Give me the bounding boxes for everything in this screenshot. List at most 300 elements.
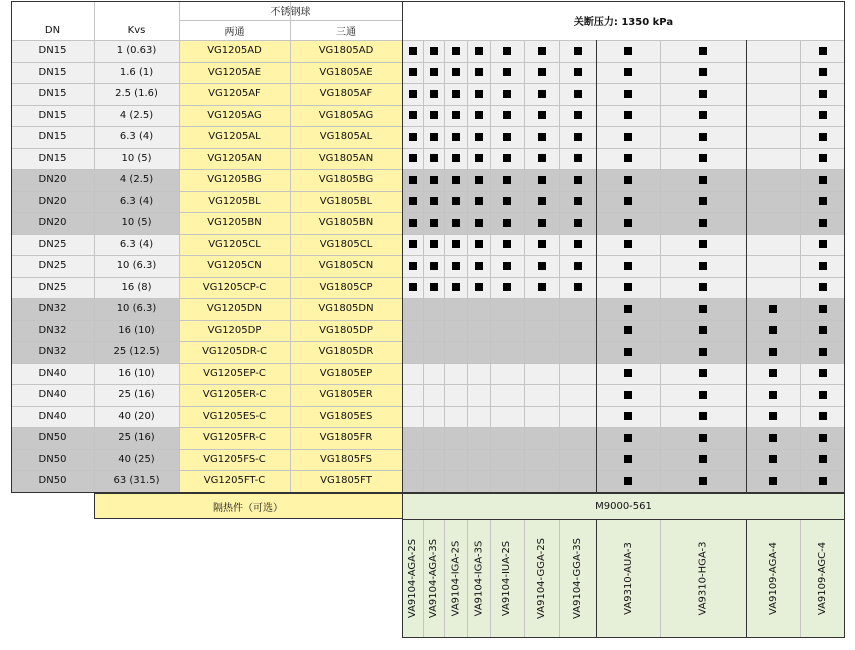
actuator-label-text: VA9109-AGA-4 xyxy=(767,542,779,615)
compat-mark xyxy=(503,68,511,76)
compat-mark xyxy=(452,262,460,270)
compat-mark xyxy=(538,68,546,76)
compat-mark xyxy=(769,348,777,356)
cell-three-way-valve: VG1805FR xyxy=(319,432,373,444)
cell-dn: DN50 xyxy=(38,432,67,444)
grid-line xyxy=(490,519,491,638)
compat-mark xyxy=(819,68,827,76)
compat-mark xyxy=(430,262,438,270)
grid-line xyxy=(490,40,491,492)
grid-line xyxy=(746,40,747,492)
compat-mark xyxy=(452,197,460,205)
compat-mark xyxy=(624,305,632,313)
compat-mark xyxy=(503,240,511,248)
compat-mark xyxy=(475,240,483,248)
compat-mark xyxy=(699,240,707,248)
cell-dn: DN25 xyxy=(38,281,67,293)
compat-mark xyxy=(452,90,460,98)
cell-two-way-valve: VG1205BG xyxy=(207,174,262,186)
cell-two-way-valve: VG1205DR-C xyxy=(202,346,267,358)
compat-mark xyxy=(452,133,460,141)
grid-line xyxy=(11,277,845,278)
cell-three-way-valve: VG1805BG xyxy=(318,174,374,186)
grid-line xyxy=(660,40,661,492)
cell-dn: DN32 xyxy=(38,346,67,358)
compat-mark xyxy=(769,434,777,442)
compat-mark xyxy=(624,369,632,377)
cell-kvs: 1 (0.63) xyxy=(116,45,157,57)
compat-mark xyxy=(624,262,632,270)
compat-mark xyxy=(699,68,707,76)
compat-mark xyxy=(409,197,417,205)
compat-mark xyxy=(475,68,483,76)
compat-mark xyxy=(574,68,582,76)
cell-three-way-valve: VG1805DN xyxy=(318,303,374,315)
compat-mark xyxy=(452,68,460,76)
grid-line xyxy=(444,519,445,638)
compat-mark xyxy=(409,176,417,184)
compat-mark xyxy=(574,90,582,98)
compat-mark xyxy=(624,326,632,334)
grid-line xyxy=(596,40,597,492)
compat-mark xyxy=(699,262,707,270)
compat-mark xyxy=(503,154,511,162)
cell-dn: DN15 xyxy=(38,152,67,164)
cell-dn: DN40 xyxy=(38,389,67,401)
compat-mark xyxy=(538,219,546,227)
grid-line xyxy=(94,493,845,494)
grid-line xyxy=(559,519,560,638)
compat-mark xyxy=(475,90,483,98)
cell-two-way-valve: VG1205BN xyxy=(207,217,262,229)
compat-mark xyxy=(699,305,707,313)
cell-three-way-valve: VG1805ES xyxy=(319,410,373,422)
compat-mark xyxy=(430,219,438,227)
grid-line xyxy=(11,363,845,364)
compat-mark xyxy=(769,391,777,399)
grid-line xyxy=(11,449,845,450)
compat-mark xyxy=(819,262,827,270)
compat-mark xyxy=(769,326,777,334)
compat-mark xyxy=(574,47,582,55)
actuator-label xyxy=(444,519,467,638)
compat-mark xyxy=(819,412,827,420)
cell-two-way-valve: VG1205AE xyxy=(207,66,262,78)
compat-mark xyxy=(452,47,460,55)
cell-three-way-valve: VG1805AG xyxy=(318,109,374,121)
grid-line xyxy=(11,105,845,106)
compat-mark xyxy=(574,262,582,270)
cell-three-way-valve: VG1805BL xyxy=(319,195,373,207)
cell-three-way-valve: VG1805FS xyxy=(320,453,372,465)
compat-mark xyxy=(819,348,827,356)
compat-mark xyxy=(819,240,827,248)
cell-kvs: 6.3 (4) xyxy=(119,131,154,143)
compat-mark xyxy=(624,455,632,463)
cell-two-way-valve: VG1205ES-C xyxy=(202,410,267,422)
cell-three-way-valve: VG1805DR xyxy=(318,346,374,358)
compat-mark xyxy=(699,326,707,334)
cell-kvs: 10 (5) xyxy=(121,217,152,229)
grid-line xyxy=(800,519,801,638)
grid-line xyxy=(179,1,180,492)
cell-kvs: 2.5 (1.6) xyxy=(115,88,158,100)
compat-mark xyxy=(574,133,582,141)
cell-dn: DN20 xyxy=(38,217,67,229)
compat-mark xyxy=(574,197,582,205)
actuator-label-text: VA9104-IGA-2S xyxy=(450,540,461,617)
compat-mark xyxy=(574,176,582,184)
grid-line xyxy=(290,20,291,492)
cell-dn: DN50 xyxy=(38,453,67,465)
compat-mark xyxy=(769,305,777,313)
cell-dn: DN15 xyxy=(38,109,67,121)
compat-mark xyxy=(409,90,417,98)
compat-mark xyxy=(503,197,511,205)
cell-two-way-valve: VG1205BL xyxy=(208,195,261,207)
cell-dn: DN32 xyxy=(38,303,67,315)
compat-mark xyxy=(452,111,460,119)
footer-linkage: M9000-561 xyxy=(595,500,652,512)
actuator-label xyxy=(402,519,423,638)
compat-mark xyxy=(699,434,707,442)
actuator-label xyxy=(559,519,596,638)
grid-line xyxy=(11,62,845,63)
compat-mark xyxy=(409,283,417,291)
cell-three-way-valve: VG1805EP xyxy=(319,367,373,379)
grid-line xyxy=(524,40,525,492)
compat-mark xyxy=(699,412,707,420)
compat-mark xyxy=(819,305,827,313)
grid-line xyxy=(559,40,560,492)
actuator-label-text: VA9104-IGA-3S xyxy=(473,540,484,617)
compat-mark xyxy=(409,47,417,55)
compat-mark xyxy=(624,47,632,55)
compat-mark xyxy=(475,133,483,141)
compat-mark xyxy=(538,240,546,248)
grid-line xyxy=(524,519,525,638)
actuator-label xyxy=(467,519,490,638)
cell-kvs: 6.3 (4) xyxy=(119,195,154,207)
grid-line xyxy=(746,519,747,638)
compat-mark xyxy=(475,262,483,270)
compat-mark xyxy=(409,111,417,119)
compat-mark xyxy=(503,90,511,98)
cell-dn: DN40 xyxy=(38,410,67,422)
grid-line xyxy=(94,1,95,492)
compat-mark xyxy=(430,154,438,162)
compat-mark xyxy=(819,133,827,141)
cell-two-way-valve: VG1205CP-C xyxy=(202,281,267,293)
compat-mark xyxy=(409,219,417,227)
compat-mark xyxy=(624,133,632,141)
compat-mark xyxy=(699,455,707,463)
grid-line xyxy=(660,519,661,638)
grid-line xyxy=(11,148,845,149)
cell-two-way-valve: VG1205FR-C xyxy=(203,432,266,444)
cell-two-way-valve: VG1205CN xyxy=(207,260,262,272)
header-kvs: Kvs xyxy=(127,24,146,36)
compat-mark xyxy=(699,90,707,98)
compat-mark xyxy=(624,391,632,399)
compat-mark xyxy=(503,47,511,55)
compat-mark xyxy=(624,176,632,184)
cell-dn: DN32 xyxy=(38,324,67,336)
compat-mark xyxy=(430,68,438,76)
cell-dn: DN15 xyxy=(38,88,67,100)
cell-dn: DN15 xyxy=(38,131,67,143)
compat-mark xyxy=(699,477,707,485)
compat-mark xyxy=(699,197,707,205)
grid-line xyxy=(11,255,845,256)
compat-mark xyxy=(819,111,827,119)
compat-mark xyxy=(624,283,632,291)
compat-mark xyxy=(769,477,777,485)
compat-mark xyxy=(430,283,438,291)
compat-mark xyxy=(574,111,582,119)
cell-two-way-valve: VG1205DP xyxy=(207,324,262,336)
grid-line xyxy=(423,519,424,638)
compat-mark xyxy=(819,47,827,55)
compat-mark xyxy=(769,455,777,463)
compat-mark xyxy=(624,154,632,162)
compat-mark xyxy=(624,348,632,356)
cell-three-way-valve: VG1805AE xyxy=(319,66,373,78)
cell-kvs: 63 (31.5) xyxy=(113,475,160,487)
cell-kvs: 16 (10) xyxy=(118,324,155,336)
cell-dn: DN15 xyxy=(38,45,67,57)
grid-line xyxy=(11,470,845,471)
compat-mark xyxy=(538,90,546,98)
cell-dn: DN50 xyxy=(38,475,67,487)
actuator-label-text: VA9104-AGA-2S xyxy=(407,538,419,619)
compat-mark xyxy=(452,154,460,162)
cell-kvs: 10 (6.3) xyxy=(116,303,157,315)
compat-mark xyxy=(452,219,460,227)
compat-mark xyxy=(409,133,417,141)
compat-mark xyxy=(699,391,707,399)
compat-mark xyxy=(624,197,632,205)
grid-line xyxy=(11,427,845,428)
cell-kvs: 10 (6.3) xyxy=(116,260,157,272)
cell-three-way-valve: VG1805CL xyxy=(319,238,373,250)
compat-mark xyxy=(819,434,827,442)
cell-three-way-valve: VG1805ER xyxy=(319,389,373,401)
footer-insulation: 隔热件（可选） xyxy=(213,502,283,514)
cell-two-way-valve: VG1205EP-C xyxy=(203,367,266,379)
compat-mark xyxy=(819,391,827,399)
compat-mark xyxy=(503,176,511,184)
grid-line xyxy=(94,493,95,519)
compat-mark xyxy=(409,240,417,248)
compat-mark xyxy=(699,369,707,377)
grid-line xyxy=(467,40,468,492)
actuator-label-text: VA9104-GGA-3S xyxy=(572,538,583,619)
compat-mark xyxy=(699,176,707,184)
cell-three-way-valve: VG1805AD xyxy=(318,45,374,57)
compat-mark xyxy=(624,240,632,248)
compat-mark xyxy=(452,176,460,184)
compat-mark xyxy=(769,369,777,377)
cell-kvs: 6.3 (4) xyxy=(119,238,154,250)
compat-mark xyxy=(430,90,438,98)
grid-line xyxy=(11,298,845,299)
cell-kvs: 40 (20) xyxy=(118,410,155,422)
compat-mark xyxy=(574,240,582,248)
cell-three-way-valve: VG1805DP xyxy=(319,324,373,336)
compat-mark xyxy=(538,111,546,119)
compat-mark xyxy=(819,197,827,205)
compat-mark xyxy=(769,412,777,420)
compat-mark xyxy=(430,176,438,184)
compat-mark xyxy=(574,219,582,227)
compat-mark xyxy=(699,219,707,227)
compat-mark xyxy=(503,219,511,227)
compat-mark xyxy=(538,283,546,291)
cell-dn: DN20 xyxy=(38,174,67,186)
compat-mark xyxy=(409,154,417,162)
actuator-label-text: VA9104-GGA-2S xyxy=(536,538,547,619)
compat-mark xyxy=(624,477,632,485)
cell-dn: DN15 xyxy=(38,66,67,78)
compat-mark xyxy=(624,219,632,227)
grid-line xyxy=(11,341,845,342)
compat-mark xyxy=(475,197,483,205)
actuator-label xyxy=(596,519,660,638)
cell-kvs: 25 (16) xyxy=(118,389,155,401)
compat-mark xyxy=(430,197,438,205)
grid-line xyxy=(423,40,424,492)
compat-mark xyxy=(624,111,632,119)
cell-three-way-valve: VG1805AL xyxy=(319,131,373,143)
compat-mark xyxy=(503,262,511,270)
compat-mark xyxy=(819,477,827,485)
header-stainless-ball: 不锈钢球 xyxy=(270,7,311,18)
cell-two-way-valve: VG1205AG xyxy=(207,109,262,121)
grid-line xyxy=(11,212,845,213)
compat-mark xyxy=(475,219,483,227)
cell-two-way-valve: VG1205FT-C xyxy=(203,475,266,487)
actuator-label xyxy=(660,519,746,638)
grid-line xyxy=(11,384,845,385)
cell-kvs: 4 (2.5) xyxy=(119,109,154,121)
compat-mark xyxy=(538,47,546,55)
cell-kvs: 1.6 (1) xyxy=(119,66,154,78)
compat-mark xyxy=(624,412,632,420)
header-two-way: 两通 xyxy=(224,26,245,38)
compat-mark xyxy=(819,283,827,291)
compat-mark xyxy=(699,348,707,356)
compat-mark xyxy=(430,47,438,55)
compat-mark xyxy=(538,133,546,141)
compat-mark xyxy=(699,283,707,291)
actuator-label-text: VA9310-HGA-3 xyxy=(697,541,709,616)
cell-kvs: 4 (2.5) xyxy=(119,174,154,186)
cell-three-way-valve: VG1805AN xyxy=(318,152,374,164)
compat-mark xyxy=(452,283,460,291)
grid-line xyxy=(11,234,845,235)
cell-two-way-valve: VG1205DN xyxy=(206,303,263,315)
compat-mark xyxy=(699,133,707,141)
compat-mark xyxy=(699,47,707,55)
actuator-label-text: VA9104-IUA-2S xyxy=(501,540,513,617)
grid-line xyxy=(11,320,845,321)
actuator-label-text: VA9104-AGA-3S xyxy=(428,538,440,619)
cell-three-way-valve: VG1805CP xyxy=(319,281,373,293)
cell-three-way-valve: VG1805CN xyxy=(318,260,374,272)
compat-mark xyxy=(699,111,707,119)
compat-mark xyxy=(538,197,546,205)
cell-three-way-valve: VG1805AF xyxy=(319,88,373,100)
grid-line xyxy=(402,519,845,520)
compat-mark xyxy=(574,283,582,291)
compat-mark xyxy=(538,176,546,184)
header-dn: DN xyxy=(44,24,61,36)
compat-mark xyxy=(624,434,632,442)
grid-line xyxy=(596,519,597,638)
compat-mark xyxy=(503,283,511,291)
compat-mark xyxy=(409,68,417,76)
compat-mark xyxy=(819,455,827,463)
grid-line xyxy=(11,40,845,41)
compat-mark xyxy=(819,326,827,334)
compat-mark xyxy=(574,154,582,162)
cell-kvs: 16 (10) xyxy=(118,367,155,379)
compat-mark xyxy=(624,68,632,76)
compat-mark xyxy=(409,262,417,270)
cell-dn: DN25 xyxy=(38,260,67,272)
compat-mark xyxy=(819,369,827,377)
compat-mark xyxy=(624,90,632,98)
cell-kvs: 25 (16) xyxy=(118,432,155,444)
compat-mark xyxy=(819,154,827,162)
cell-two-way-valve: VG1205AF xyxy=(208,88,261,100)
compat-mark xyxy=(475,283,483,291)
compat-mark xyxy=(475,154,483,162)
compat-mark xyxy=(475,111,483,119)
cell-two-way-valve: VG1205AN xyxy=(207,152,262,164)
compat-mark xyxy=(503,133,511,141)
compat-mark xyxy=(430,133,438,141)
cell-three-way-valve: VG1805BN xyxy=(318,217,374,229)
compat-mark xyxy=(699,154,707,162)
header-shutoff-pressure: 关断压力: 1350 kPa xyxy=(573,17,674,28)
grid-line xyxy=(467,519,468,638)
cell-two-way-valve: VG1205AD xyxy=(207,45,262,57)
grid-line xyxy=(11,191,845,192)
cell-three-way-valve: VG1805FT xyxy=(320,475,372,487)
cell-two-way-valve: VG1205ER-C xyxy=(202,389,267,401)
cell-two-way-valve: VG1205AL xyxy=(208,131,261,143)
cell-kvs: 10 (5) xyxy=(121,152,152,164)
cell-dn: DN40 xyxy=(38,367,67,379)
grid-line xyxy=(11,169,845,170)
compat-mark xyxy=(538,154,546,162)
cell-kvs: 25 (12.5) xyxy=(113,346,160,358)
grid-line xyxy=(11,406,845,407)
actuator-label-text: VA9310-AUA-3 xyxy=(622,542,634,615)
compat-mark xyxy=(538,262,546,270)
actuator-label xyxy=(423,519,444,638)
compat-mark xyxy=(819,176,827,184)
grid-line xyxy=(444,40,445,492)
cell-kvs: 16 (8) xyxy=(121,281,152,293)
compat-mark xyxy=(819,90,827,98)
compat-mark xyxy=(475,47,483,55)
actuator-label xyxy=(800,519,845,638)
cell-two-way-valve: VG1205FS-C xyxy=(203,453,266,465)
actuator-label xyxy=(746,519,800,638)
